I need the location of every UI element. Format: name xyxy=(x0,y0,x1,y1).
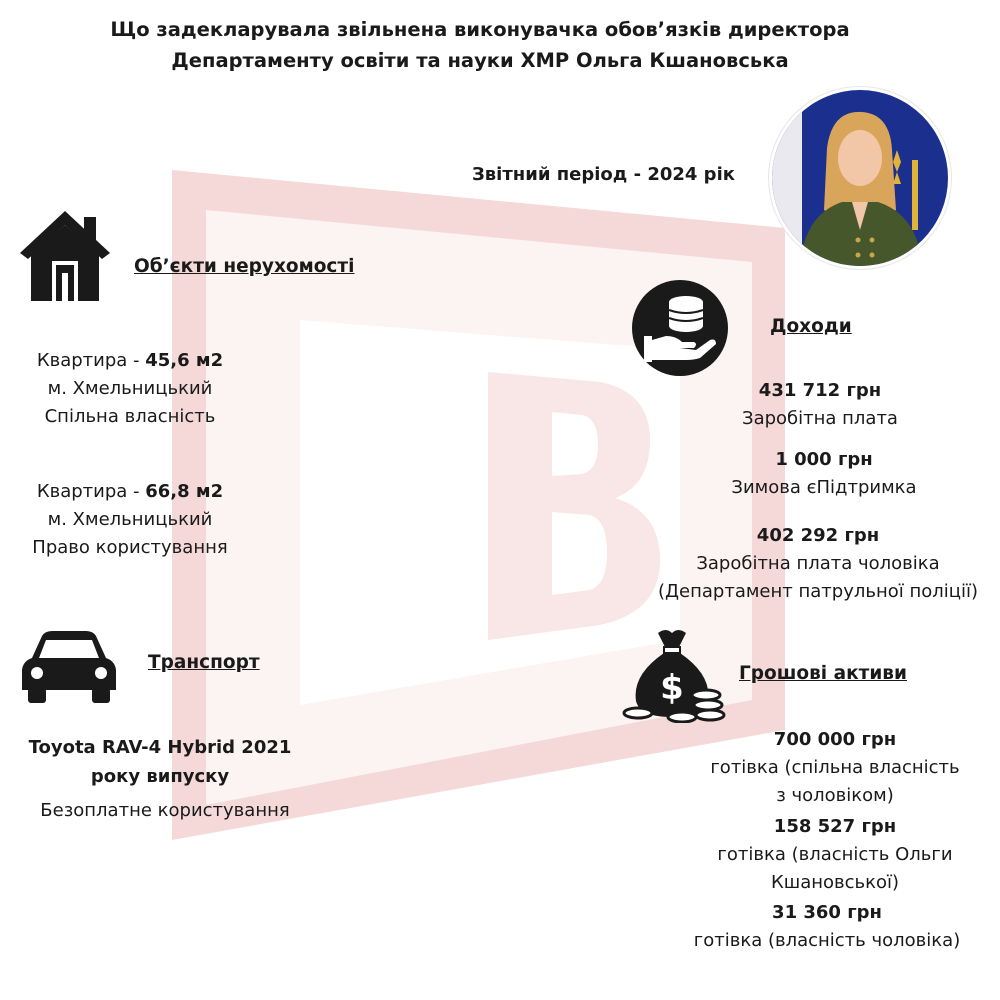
car-model-line-1: Toyota RAV-4 Hybrid 2021 xyxy=(28,737,292,758)
real-estate-item xyxy=(20,347,240,431)
svg-text:$: $ xyxy=(660,668,684,708)
income-heading: Доходи xyxy=(770,316,852,337)
asset-amount: 700 000 грн xyxy=(773,729,897,750)
asset-description: готівка (власність чоловіка) xyxy=(693,930,961,951)
money-bag-icon xyxy=(622,625,728,723)
income-amount: 1 000 грн xyxy=(775,449,873,470)
title-line-2: Департаменту освіти та науки ХМР Ольга Кшановська xyxy=(171,49,789,72)
income-item xyxy=(700,377,940,433)
portrait-image xyxy=(772,90,948,266)
asset-description-extra: з чоловіком) xyxy=(776,785,894,806)
assets-heading: Грошові активи xyxy=(739,663,907,684)
property-area: 45,6 м2 xyxy=(145,350,224,371)
car-usage: Безоплатне користування xyxy=(40,800,290,821)
car-model-line-2: року випуску xyxy=(90,766,230,787)
property-type: Квартира - xyxy=(36,481,146,502)
property-city: м. Хмельницький xyxy=(47,509,213,530)
asset-amount: 31 360 грн xyxy=(772,902,882,923)
transport-heading: Транспорт xyxy=(148,652,260,673)
income-amount: 431 712 грн xyxy=(758,380,882,401)
real-estate-item-title xyxy=(20,478,240,506)
house-icon xyxy=(18,207,112,303)
asset-description: готівка (власність Ольги xyxy=(717,844,953,865)
real-estate-item xyxy=(20,478,240,562)
asset-amount: 158 527 грн xyxy=(773,816,897,837)
asset-description: готівка (спільна власність xyxy=(710,757,960,778)
asset-item xyxy=(672,899,982,955)
property-type: Квартира - xyxy=(36,350,146,371)
income-amount: 402 292 грн xyxy=(756,525,880,546)
real-estate-item-title xyxy=(20,347,240,375)
coins-hand-icon xyxy=(632,280,728,376)
car-model xyxy=(0,733,320,791)
asset-item xyxy=(690,726,980,810)
avatar xyxy=(772,90,948,266)
asset-description-extra: Кшановської) xyxy=(770,872,900,893)
asset-item xyxy=(690,813,980,897)
income-description: Зимова єПідтримка xyxy=(731,477,917,498)
income-item xyxy=(640,522,996,606)
property-ownership: Право користування xyxy=(32,537,228,558)
property-area: 66,8 м2 xyxy=(145,481,224,502)
title-line-1: Що задекларувала звільнена виконувачка обов’язків директора xyxy=(110,18,850,41)
income-description-extra: (Департамент патрульної поліції) xyxy=(657,581,979,602)
income-description: Заробітна плата xyxy=(742,408,898,429)
page-title xyxy=(40,14,920,76)
income-description: Заробітна плата чоловіка xyxy=(696,553,940,574)
property-ownership: Спільна власність xyxy=(44,406,216,427)
reporting-period: Звітний період - 2024 рік xyxy=(472,164,735,185)
property-city: м. Хмельницький xyxy=(47,378,213,399)
car-icon xyxy=(20,630,118,704)
real-estate-heading: Об’єкти нерухомості xyxy=(134,256,355,277)
income-item xyxy=(700,446,948,502)
